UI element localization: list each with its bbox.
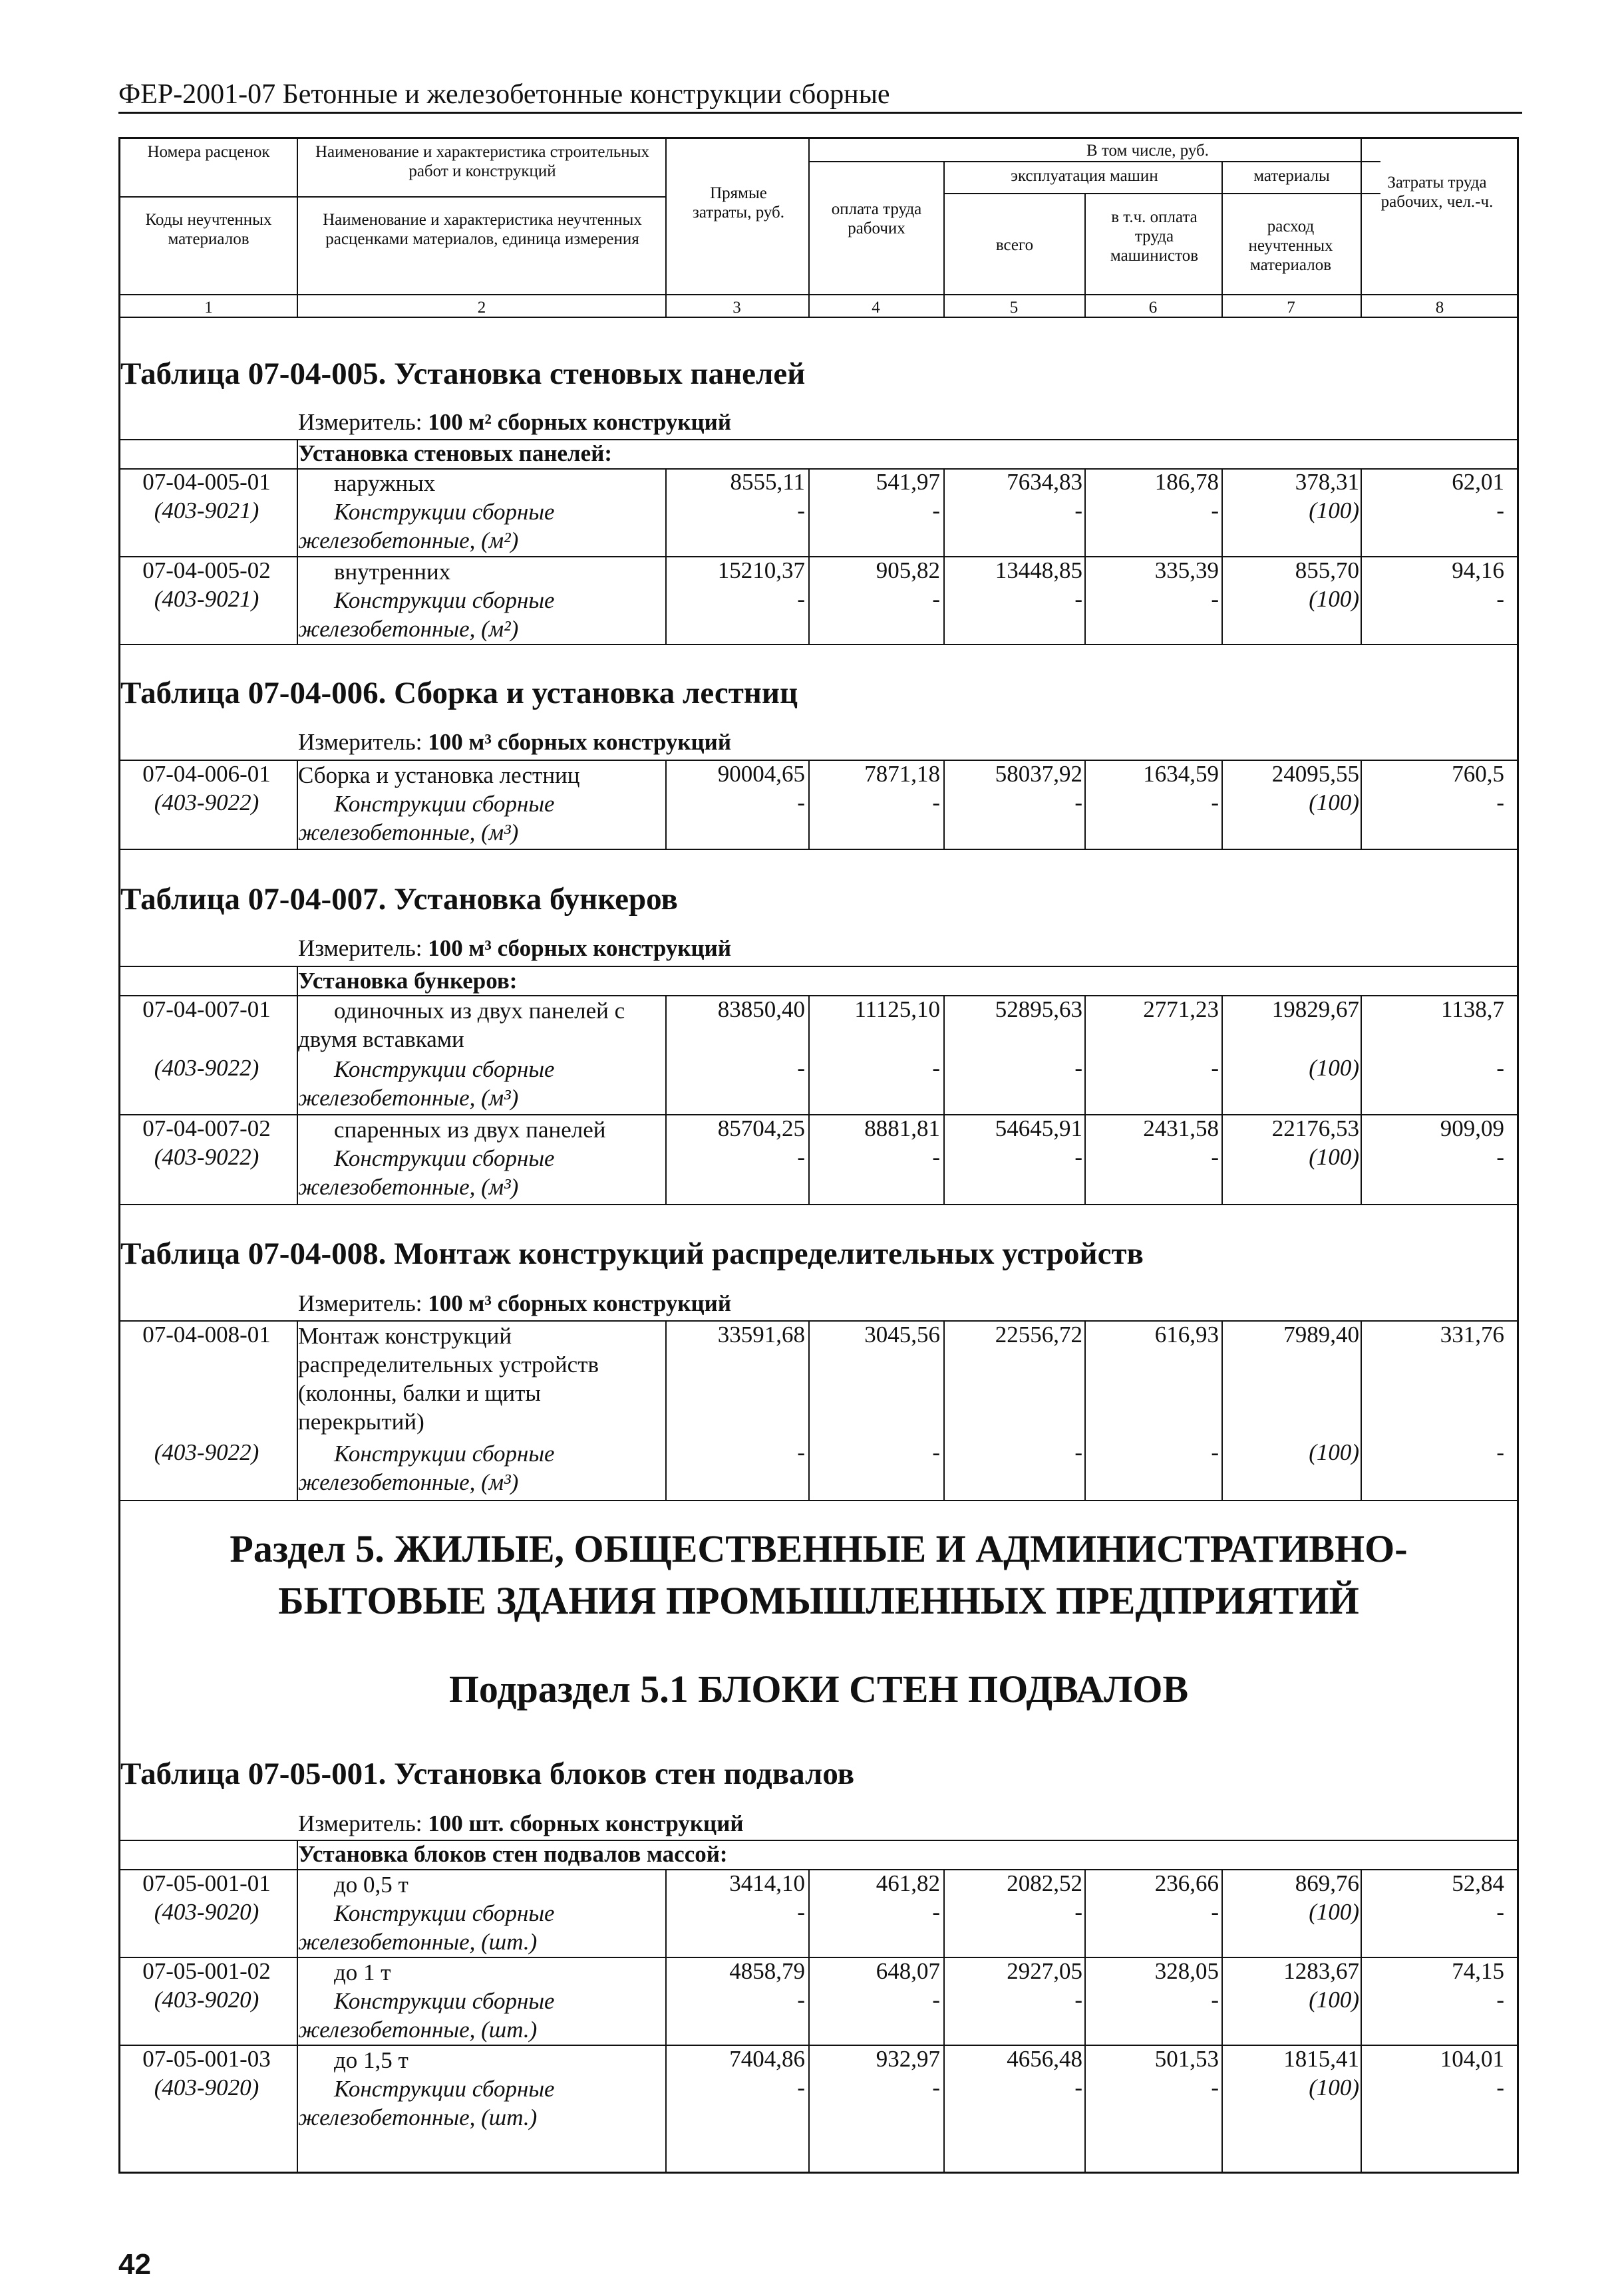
dash: - (1211, 1439, 1219, 1465)
cell-labor-pay: 541,97 (876, 469, 940, 495)
dash: - (1074, 1987, 1082, 2013)
col-line (665, 995, 667, 1204)
col-line (1084, 760, 1086, 849)
col-line (1221, 1320, 1223, 1500)
col-line (1084, 1320, 1086, 1500)
rate-code: 07-04-008-01 (142, 1322, 271, 1348)
dash: - (1211, 1144, 1219, 1170)
cell-labor-hours: 909,09 (1440, 1115, 1504, 1141)
cell-materials: 22176,53 (1271, 1115, 1359, 1141)
material-quantity: (100) (1309, 1055, 1359, 1081)
header-divider (118, 196, 298, 198)
table-title: Таблица 07-04-005. Установка стеновых панелей (120, 357, 806, 391)
dash: - (1496, 1439, 1504, 1465)
work-name: до 0,5 т (334, 1872, 408, 1898)
cell-machines-total: 4656,48 (1007, 2046, 1082, 2072)
cell-materials: 1283,67 (1283, 1958, 1359, 1984)
cell-machines-total: 7634,83 (1007, 469, 1082, 495)
material-quantity: (100) (1309, 789, 1359, 815)
col-line (1084, 1869, 1086, 2174)
dash: - (932, 789, 940, 815)
col-number: 4 (872, 299, 880, 317)
row-divider (118, 966, 1519, 967)
dash: - (932, 2075, 940, 2100)
dash: - (1074, 498, 1082, 523)
col-line (1361, 760, 1362, 849)
dash: - (932, 586, 940, 612)
dash: - (1074, 789, 1082, 815)
page-number: 42 (118, 2248, 151, 2281)
header-divider (298, 196, 665, 198)
header-divider (808, 161, 1380, 162)
col-header-8: Затраты труда рабочих, чел.-ч. (1380, 174, 1494, 211)
dash: - (1211, 1055, 1219, 1081)
material-unit: железобетонные, (м²) (298, 616, 519, 642)
measure-unit: Измеритель: 100 шт. сборных конструкций (298, 1810, 744, 1836)
col-line (1361, 137, 1362, 317)
material-name: Конструкции сборные (334, 1988, 555, 2014)
cell-direct-cost: 15210,37 (717, 557, 805, 583)
col-line (943, 995, 945, 1204)
material-unit: железобетонные, (м³) (298, 819, 519, 845)
cell-machinists-pay: 335,39 (1154, 557, 1219, 583)
col-line (1221, 1869, 1223, 2174)
cell-materials: 24095,55 (1271, 761, 1359, 787)
cell-labor-pay: 905,82 (876, 557, 940, 583)
cell-direct-cost: 33591,68 (717, 1322, 805, 1348)
col-line (1221, 995, 1223, 1204)
rate-code: 07-04-006-01 (142, 761, 271, 787)
cell-labor-hours: 62,01 (1452, 469, 1504, 495)
cell-labor-hours: 1138,7 (1441, 996, 1504, 1022)
cell-labor-pay: 932,97 (876, 2046, 940, 2072)
cell-machinists-pay: 2771,23 (1143, 996, 1219, 1022)
col-line (808, 1869, 810, 2174)
cell-labor-hours: 760,5 (1452, 761, 1504, 787)
cell-materials: 869,76 (1295, 1870, 1359, 1896)
row-divider (118, 644, 1519, 645)
table-title: Таблица 07-04-007. Установка бункеров (120, 882, 678, 917)
material-code: (403-9021) (154, 586, 259, 612)
material-name: Конструкции сборные (334, 1900, 555, 1926)
material-name: Конструкции сборные (334, 1441, 555, 1467)
cell-machines-total: 2082,52 (1007, 1870, 1082, 1896)
dash: - (932, 1987, 940, 2013)
col-line (1361, 995, 1362, 1204)
dash: - (932, 498, 940, 523)
dash: - (797, 2075, 805, 2100)
document-header: ФЕР-2001-07 Бетонные и железобетонные конструкции сборные (118, 78, 1522, 114)
dash: - (1496, 1144, 1504, 1170)
col-line (297, 137, 298, 317)
material-unit: железобетонные, (шт.) (298, 2104, 538, 2130)
material-name: Конструкции сборные (334, 499, 555, 525)
material-unit: железобетонные, (м³) (298, 1469, 519, 1495)
cell-materials: 1815,41 (1283, 2046, 1359, 2072)
dash: - (797, 498, 805, 523)
rate-code: 07-04-005-02 (142, 557, 271, 583)
header-divider (943, 193, 1380, 194)
col-header-5: всего (995, 236, 1034, 254)
measure-unit: Измеритель: 100 м³ сборных конструкций (298, 729, 732, 755)
work-name: до 1,5 т (334, 2047, 408, 2073)
material-quantity: (100) (1309, 1144, 1359, 1170)
cell-machinists-pay: 2431,58 (1143, 1115, 1219, 1141)
cell-direct-cost: 83850,40 (717, 996, 805, 1022)
dash: - (1074, 2075, 1082, 2100)
col-line (808, 995, 810, 1204)
material-name: Конструкции сборные (334, 1056, 555, 1082)
col-header-4: оплата труда рабочих (831, 200, 922, 237)
cell-labor-hours: 52,84 (1452, 1870, 1504, 1896)
cell-materials: 19829,67 (1271, 996, 1359, 1022)
col-number: 1 (204, 299, 213, 317)
cell-machines-total: 22556,72 (995, 1322, 1082, 1348)
cell-labor-pay: 8881,81 (864, 1115, 940, 1141)
rate-code: 07-05-001-03 (142, 2046, 271, 2072)
dash: - (1211, 2075, 1219, 2100)
work-name: спаренных из двух панелей (334, 1117, 606, 1143)
material-code: (403-9022) (154, 789, 259, 815)
col-header-6: в т.ч. оплата труда машинистов (1110, 208, 1199, 265)
col-line (808, 137, 810, 317)
cell-materials: 855,70 (1295, 557, 1359, 583)
material-quantity: (100) (1309, 498, 1359, 523)
dash: - (1211, 586, 1219, 612)
col-header-1-bottom: Коды неучтенных материалов (145, 211, 272, 248)
dash: - (1496, 586, 1504, 612)
dash: - (1074, 1144, 1082, 1170)
cell-machinists-pay: 186,78 (1154, 469, 1219, 495)
measure-unit: Измеритель: 100 м² сборных конструкций (298, 409, 732, 435)
cell-machines-total: 13448,85 (995, 557, 1082, 583)
cell-labor-hours: 104,01 (1440, 2046, 1504, 2072)
cell-machines-total: 2927,05 (1007, 1958, 1082, 1984)
col-line (1361, 1869, 1362, 2174)
row-divider (118, 849, 1519, 850)
col-header-2-bottom: Наименование и характеристика неучтенных расценками материалов, единица измерения (323, 211, 642, 248)
dash: - (1496, 1899, 1504, 1925)
rate-code: 07-05-001-02 (142, 1958, 271, 1984)
cell-materials: 7989,40 (1283, 1322, 1359, 1348)
work-name: одиночных из двух панелей с двумя вставками (298, 998, 625, 1052)
material-unit: железобетонные, (шт.) (298, 2017, 538, 2043)
col-number: 3 (732, 299, 741, 317)
work-name: Монтаж конструкций распределительных устройств (колонны, балки и щиты перекрытий) (298, 1323, 599, 1435)
measure-unit: Измеритель: 100 м³ сборных конструкций (298, 1290, 732, 1316)
col-header-machines: эксплуатация машин (1011, 167, 1158, 185)
material-quantity: (100) (1309, 1899, 1359, 1925)
cell-labor-hours: 331,76 (1440, 1322, 1504, 1348)
col-number: 5 (1009, 299, 1019, 317)
section-title: Раздел 5. ЖИЛЫЕ, ОБЩЕСТВЕННЫЕ И АДМИНИСТРАТИВНО- БЫТОВЫЕ ЗДАНИЯ ПРОМЫШЛЕННЫХ ПРЕДПРИЯТИЙ (230, 1527, 1408, 1622)
material-unit: железобетонные, (шт.) (298, 1929, 538, 1955)
dash: - (1496, 789, 1504, 815)
col-number: 2 (477, 299, 486, 317)
material-name: Конструкции сборные (334, 791, 555, 817)
col-header-incl: В том числе, руб. (1086, 142, 1210, 160)
col-number: 8 (1435, 299, 1444, 317)
dash: - (797, 1055, 805, 1081)
material-code: (403-9020) (154, 1987, 259, 2013)
col-line (943, 1320, 945, 1500)
dash: - (797, 1144, 805, 1170)
dash: - (1211, 789, 1219, 815)
cell-materials: 378,31 (1295, 469, 1359, 495)
cell-direct-cost: 8555,11 (730, 469, 805, 495)
material-unit: железобетонные, (м³) (298, 1174, 519, 1200)
dash: - (1496, 2075, 1504, 2100)
group-label: Установка блоков стен подвалов массой: (298, 1841, 728, 1867)
material-unit: железобетонные, (м²) (298, 527, 519, 553)
cell-machinists-pay: 328,05 (1154, 1958, 1219, 1984)
cell-machines-total: 52895,63 (995, 996, 1082, 1022)
cell-labor-hours: 94,16 (1452, 557, 1504, 583)
dash: - (797, 586, 805, 612)
cell-labor-pay: 648,07 (876, 1958, 940, 1984)
cell-machinists-pay: 236,66 (1154, 1870, 1219, 1896)
cell-labor-pay: 11125,10 (854, 996, 940, 1022)
material-code: (403-9022) (154, 1055, 259, 1081)
dash: - (1074, 1899, 1082, 1925)
dash: - (1074, 1055, 1082, 1081)
cell-machines-total: 58037,92 (995, 761, 1082, 787)
cell-direct-cost: 3414,10 (729, 1870, 805, 1896)
cell-machinists-pay: 1634,59 (1143, 761, 1219, 787)
table-title: Таблица 07-04-008. Монтаж конструкций распределительных устройств (120, 1236, 1144, 1271)
material-unit: железобетонные, (м³) (298, 1085, 519, 1111)
dash: - (797, 789, 805, 815)
rate-code: 07-04-007-01 (142, 996, 271, 1022)
work-name: Сборка и установка лестниц (298, 762, 580, 788)
cell-machinists-pay: 616,93 (1154, 1322, 1219, 1348)
cell-labor-pay: 7871,18 (864, 761, 940, 787)
dash: - (932, 1899, 940, 1925)
material-quantity: (100) (1309, 1987, 1359, 2013)
col-line (1084, 995, 1086, 1204)
dash: - (797, 1987, 805, 2013)
col-header-materials: материалы (1253, 167, 1330, 185)
rate-code: 07-04-007-02 (142, 1115, 271, 1141)
work-name: до 1 т (334, 1959, 391, 1985)
col-header-1-top: Номера расценок (147, 143, 270, 161)
header-divider (118, 294, 1519, 295)
subsection-title: Подраздел 5.1 БЛОКИ СТЕН ПОДВАЛОВ (448, 1667, 1189, 1711)
material-code: (403-9022) (154, 1439, 259, 1465)
col-number: 6 (1148, 299, 1158, 317)
dash: - (1074, 586, 1082, 612)
dash: - (932, 1439, 940, 1465)
col-header-7: расход неучтенных материалов (1248, 217, 1333, 274)
rate-code: 07-05-001-01 (142, 1870, 271, 1896)
dash: - (1211, 1899, 1219, 1925)
work-name: внутренних (334, 559, 451, 585)
col-line (665, 137, 667, 317)
row-divider (118, 1500, 1519, 1501)
table-title: Таблица 07-05-001. Установка блоков стен подвалов (120, 1757, 855, 1791)
material-code: (403-9021) (154, 498, 259, 523)
group-label: Установка стеновых панелей: (298, 440, 613, 466)
dash: - (932, 1144, 940, 1170)
material-name: Конструкции сборные (334, 1145, 555, 1171)
col-header-2-top: Наименование и характеристика строительных работ и конструкций (315, 143, 649, 180)
col-line (943, 760, 945, 849)
col-header-3: Прямые затраты, руб. (692, 184, 785, 221)
dash: - (1496, 498, 1504, 523)
col-line (1361, 1320, 1362, 1500)
col-number: 7 (1287, 299, 1295, 317)
col-line (1221, 760, 1223, 849)
material-quantity: (100) (1309, 586, 1359, 612)
cell-labor-pay: 461,82 (876, 1870, 940, 1896)
dash: - (1211, 498, 1219, 523)
material-quantity: (100) (1309, 2075, 1359, 2100)
measure-unit: Измеритель: 100 м³ сборных конструкций (298, 935, 732, 961)
rate-code: 07-04-005-01 (142, 469, 271, 495)
cell-direct-cost: 85704,25 (717, 1115, 805, 1141)
cell-machinists-pay: 501,53 (1154, 2046, 1219, 2072)
dash: - (1074, 1439, 1082, 1465)
cell-labor-pay: 3045,56 (864, 1322, 940, 1348)
work-name: наружных (334, 470, 436, 496)
cell-machines-total: 54645,91 (995, 1115, 1082, 1141)
dash: - (932, 1055, 940, 1081)
material-code: (403-9022) (154, 1144, 259, 1170)
cell-direct-cost: 7404,86 (729, 2046, 805, 2072)
dash: - (1496, 1055, 1504, 1081)
group-label: Установка бункеров: (298, 968, 518, 994)
material-code: (403-9020) (154, 2075, 259, 2100)
dash: - (1211, 1987, 1219, 2013)
cell-direct-cost: 90004,65 (717, 761, 805, 787)
dash: - (797, 1899, 805, 1925)
dash: - (797, 1439, 805, 1465)
col-line (808, 1320, 810, 1500)
col-line (943, 1869, 945, 2174)
cell-direct-cost: 4858,79 (729, 1958, 805, 1984)
cell-labor-hours: 74,15 (1452, 1958, 1504, 1984)
material-name: Конструкции сборные (334, 2076, 555, 2102)
row-divider (118, 1204, 1519, 1205)
table-title: Таблица 07-04-006. Сборка и установка лестниц (120, 676, 798, 710)
material-quantity: (100) (1309, 1439, 1359, 1465)
material-code: (403-9020) (154, 1899, 259, 1925)
dash: - (1496, 1987, 1504, 2013)
material-name: Конструкции сборные (334, 587, 555, 613)
col-line (808, 760, 810, 849)
